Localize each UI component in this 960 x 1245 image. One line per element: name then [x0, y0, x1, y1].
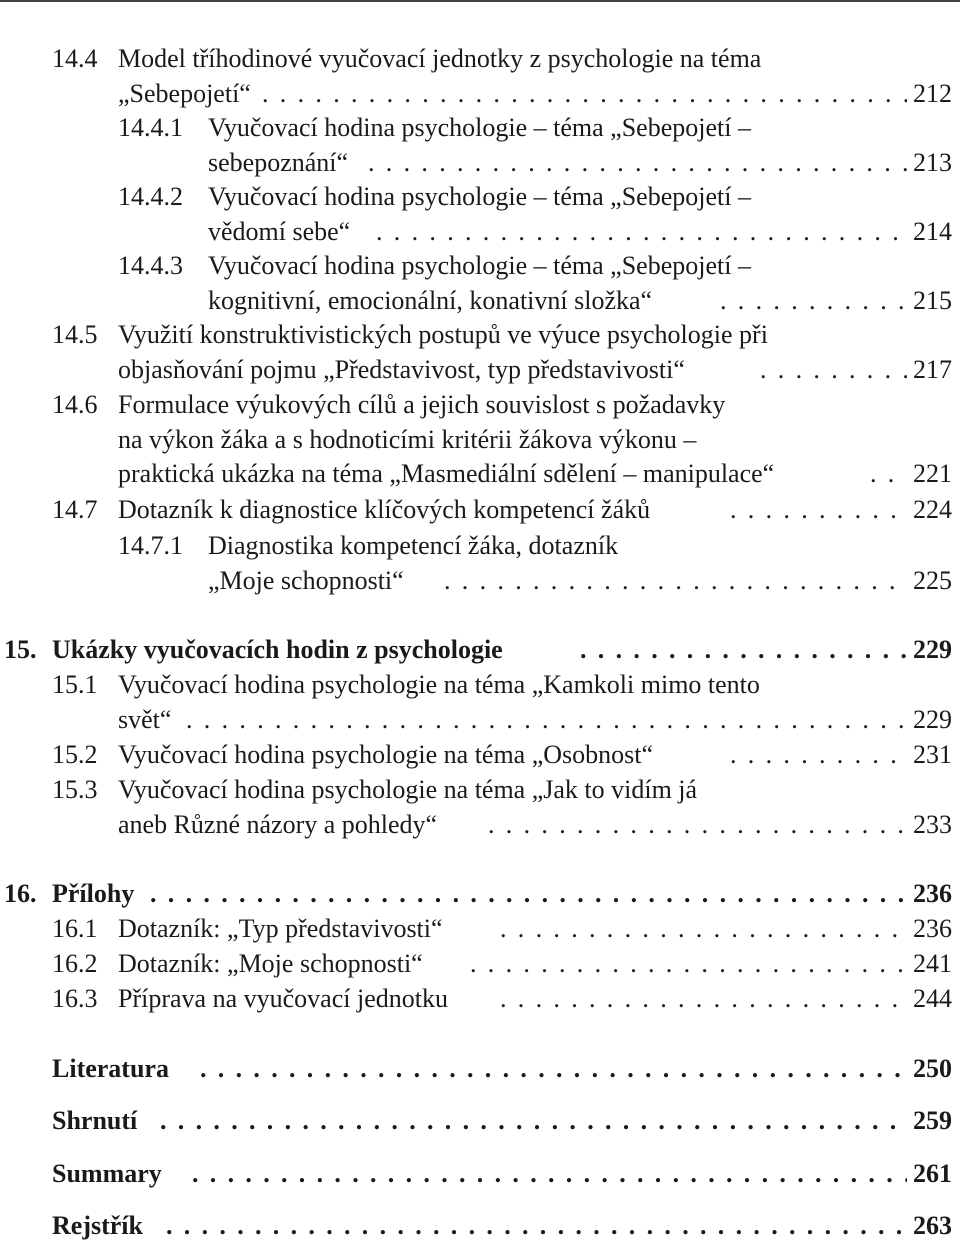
- page-number: 221: [913, 459, 952, 488]
- toc-entry-14-7[interactable]: [0, 493, 960, 528]
- entry-title: „Moje schopnosti“: [208, 565, 404, 595]
- entry-title: na výkon žáka a s hodnoticími kritérii žákova výkonu –: [118, 424, 697, 454]
- dot-leader: [870, 457, 907, 492]
- section-number: 16.2: [52, 949, 98, 978]
- dot-leader: [262, 77, 907, 112]
- toc-entry-14-4[interactable]: [0, 42, 960, 111]
- chapter-number: 15.: [4, 635, 37, 664]
- section-number: 14.4.3: [118, 251, 183, 280]
- toc-shrnuti[interactable]: [0, 1104, 960, 1139]
- dot-leader: [368, 146, 907, 181]
- entry-title: Příprava na vyučovací jednotku: [118, 984, 448, 1013]
- entry-title: Vyučovací hodina psychologie na téma „Kamkoli mimo tento: [118, 670, 760, 699]
- page-number: 241: [913, 949, 952, 978]
- page-number: 224: [913, 495, 952, 524]
- section-number: 16.1: [52, 914, 98, 943]
- entry-title: Vyučovací hodina psychologie na téma „Jak to vidím já: [118, 775, 698, 804]
- top-rule: [0, 0, 960, 2]
- page-number: 236: [913, 879, 952, 908]
- entry-title: Vyučovací hodina psychologie – téma „Sebepojetí –: [208, 251, 751, 280]
- page-number: 229: [913, 635, 952, 664]
- page-number: 244: [913, 984, 952, 1013]
- toc-entry-16-2[interactable]: [0, 947, 960, 982]
- section-number: 14.6: [52, 390, 98, 419]
- dot-leader: [376, 215, 907, 250]
- toc-entry-15-2[interactable]: [0, 738, 960, 773]
- page-number: 213: [913, 147, 952, 177]
- section-number: 14.4.1: [118, 113, 183, 142]
- toc-entry-14-4-2[interactable]: [0, 180, 960, 249]
- section-number: 14.4: [52, 44, 98, 73]
- entry-title: Dotazník k diagnostice klíčových kompetencí žáků: [118, 495, 651, 524]
- dot-leader: [160, 1104, 907, 1139]
- dot-leader: [720, 284, 907, 319]
- toc-chapter-15[interactable]: [0, 633, 960, 668]
- page-number: 217: [913, 354, 952, 384]
- toc-summary[interactable]: [0, 1157, 960, 1192]
- toc-entry-16-1[interactable]: [0, 912, 960, 947]
- entry-title: Vyučovací hodina psychologie na téma „Osobnost“: [118, 740, 654, 769]
- page-number: 233: [913, 809, 952, 839]
- page-number: 261: [913, 1159, 952, 1188]
- toc-entry-16-3[interactable]: [0, 982, 960, 1017]
- page-number: 225: [913, 565, 952, 595]
- section-number: 14.5: [52, 320, 98, 349]
- toc-entry-15-1[interactable]: [0, 668, 960, 737]
- page-number: 259: [913, 1106, 952, 1135]
- dot-leader: [150, 877, 907, 912]
- chapter-title: Literatura: [52, 1054, 169, 1083]
- dot-leader: [186, 703, 907, 738]
- chapter-title: Shrnutí: [52, 1106, 138, 1135]
- toc-literatura[interactable]: [0, 1052, 960, 1087]
- entry-title: „Sebepojetí“: [118, 78, 251, 108]
- toc-entry-14-5[interactable]: [0, 318, 960, 387]
- entry-title: Využití konstruktivistických postupů ve výuce psychologie při: [118, 320, 768, 349]
- dot-leader: [580, 633, 907, 668]
- page-number: 212: [913, 78, 952, 108]
- section-number: 15.1: [52, 670, 98, 699]
- entry-title: svět“: [118, 704, 172, 734]
- chapter-title: Summary: [52, 1159, 162, 1188]
- dot-leader: [200, 1052, 907, 1087]
- page-number: 214: [913, 216, 952, 246]
- section-number: 16.3: [52, 984, 98, 1013]
- dot-leader: [500, 982, 907, 1017]
- toc-entry-15-3[interactable]: [0, 773, 960, 842]
- page-number: 215: [913, 285, 952, 315]
- dot-leader: [166, 1209, 907, 1244]
- section-number: 15.3: [52, 775, 98, 804]
- page-number: 229: [913, 704, 952, 734]
- dot-leader: [730, 738, 907, 773]
- toc-entry-14-6[interactable]: [0, 388, 960, 492]
- dot-leader: [192, 1157, 907, 1192]
- entry-title: objasňování pojmu „Představivost, typ představivosti“: [118, 354, 685, 384]
- chapter-title: Přílohy: [52, 879, 135, 908]
- entry-title: Dotazník: „Typ představivosti“: [118, 914, 443, 943]
- entry-title: kognitivní, emocionální, konativní složka“: [208, 285, 653, 315]
- toc-rejstrik[interactable]: [0, 1209, 960, 1244]
- section-number: 14.7.1: [118, 531, 183, 560]
- entry-title: Model tříhodinové vyučovací jednotky z psychologie na téma: [118, 44, 762, 73]
- dot-leader: [730, 493, 907, 528]
- toc-entry-14-4-1[interactable]: [0, 111, 960, 180]
- page-number: 231: [913, 740, 952, 769]
- page-number: 250: [913, 1054, 952, 1083]
- page-number: 263: [913, 1211, 952, 1240]
- page-number: 236: [913, 914, 952, 943]
- entry-title: Vyučovací hodina psychologie – téma „Sebepojetí –: [208, 113, 751, 142]
- entry-title: Diagnostika kompetencí žáka, dotazník: [208, 531, 619, 560]
- entry-title: Dotazník: „Moje schopnosti“: [118, 949, 423, 978]
- dot-leader: [470, 947, 907, 982]
- toc-entry-14-4-3[interactable]: [0, 249, 960, 318]
- chapter-number: 16.: [4, 879, 37, 908]
- chapter-title: Rejstřík: [52, 1211, 143, 1240]
- entry-title: Formulace výukových cílů a jejich souvislost s požadavky: [118, 390, 726, 419]
- toc-chapter-16[interactable]: [0, 877, 960, 912]
- chapter-title: Ukázky vyučovacích hodin z psychologie: [52, 635, 503, 664]
- entry-title: praktická ukázka na téma „Masmediální sdělení – manipulace“: [118, 459, 775, 488]
- dot-leader: [444, 564, 907, 599]
- section-number: 15.2: [52, 740, 98, 769]
- entry-title: Vyučovací hodina psychologie – téma „Sebepojetí –: [208, 182, 751, 211]
- dot-leader: [488, 808, 907, 843]
- dot-leader: [760, 353, 907, 388]
- section-number: 14.7: [52, 495, 98, 524]
- section-number: 14.4.2: [118, 182, 183, 211]
- entry-title: sebepoznání“: [208, 147, 349, 177]
- toc-entry-14-7-1[interactable]: [0, 529, 960, 598]
- entry-title: vědomí sebe“: [208, 216, 351, 246]
- dot-leader: [500, 912, 907, 947]
- entry-title: aneb Různé názory a pohledy“: [118, 809, 438, 839]
